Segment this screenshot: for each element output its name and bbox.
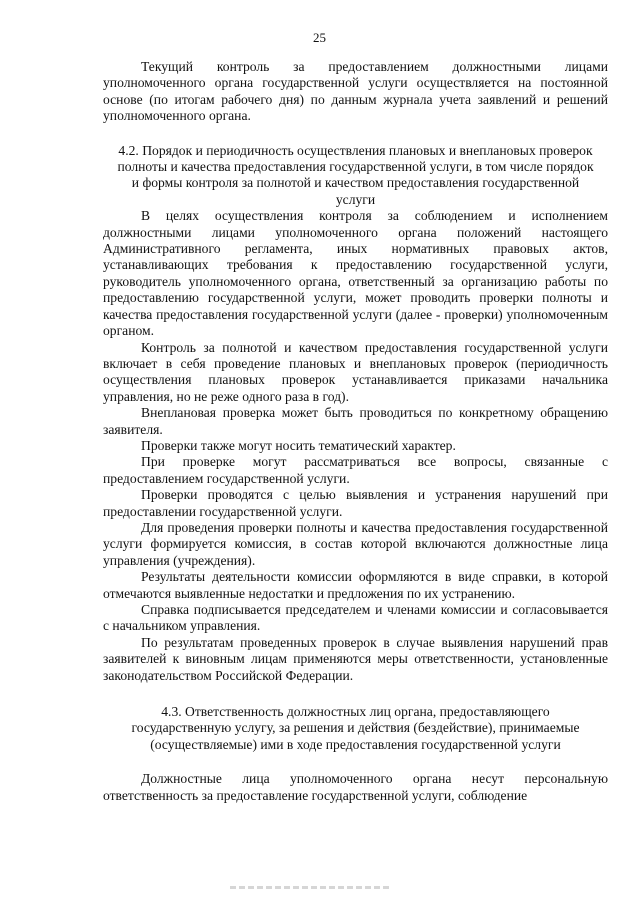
section-4-3-paragraph: Должностные лица уполномоченного органа несут персональную ответственность за предоставление государственной услуги, соблюдение <box>103 771 608 803</box>
section-4-3-heading: 4.3. Ответственность должностных лиц органа, предоставляющего государственную услугу, за решения и действия (бездействие), принимаемые (осуществляемые) ими в ходе предоставления государственной услуги <box>131 704 580 752</box>
section-4-2-paragraph: Для проведения проверки полноты и качества предоставления государственной услуги формируется комиссия, в состав которой включаются должностные лица управления (учреждения). <box>103 519 608 568</box>
intro-paragraph: Текущий контроль за предоставлением должностными лицами уполномоченного органа государственной услуги осуществляется на постоянной основе (по итогам рабочего дня) по данным журнала учета заявлений и решений уполномоченного органа. <box>103 59 608 124</box>
section-4-2-paragraph: Результаты деятельности комиссии оформляются в виде справки, в которой отмечаются выявленные недостатки и предложения по их устранению. <box>103 569 608 601</box>
page-content <box>103 59 608 804</box>
section-4-2-paragraph: Внеплановая проверка может быть проводиться по конкретному обращению заявителя. <box>103 405 608 437</box>
section-4-2-paragraph: Контроль за полнотой и качеством предоставления государственной услуги включает в себя проведение плановых и внеплановых проверок (периодичность осуществления плановых проверок устанавливается приказами начальника управления, но не реже одного раза в год). <box>103 339 608 404</box>
page-number: 25 <box>313 30 326 45</box>
scan-artifact <box>230 886 390 889</box>
section-4-2-heading: 4.2. Порядок и периодичность осуществления плановых и внеплановых проверок полноты и качества предоставления государственной услуги, в том числе порядок и формы контроля за полнотой и качеством предоставления государственной услуги <box>117 142 594 207</box>
section-4-2-paragraph: По результатам проведенных проверок в случае выявления нарушений прав заявителей к виновным лицам применяются меры ответственности, установленные законодательством Российской Федерации. <box>103 634 608 683</box>
section-4-2-paragraph: Справка подписывается председателем и членами комиссии и согласовывается с начальником управления. <box>103 602 608 634</box>
section-4-2-paragraph: Проверки также могут носить тематический характер. <box>141 437 456 453</box>
section-4-2-paragraph: Проверки проводятся с целью выявления и устранения нарушений при предоставлении государственной услуги. <box>103 487 608 519</box>
section-4-2-paragraph: В целях осуществления контроля за соблюдением и исполнением должностными лицами уполномоченного органа положений настоящего Административного регламента, иных нормативных правовых актов, устанавливающих требования к предоставлению государственной услуги, руководитель уполномоченного органа, ответственный за организацию работы по предоставлению государственной услуги, может проводить проверки полноты и качества предоставления государственной услуги (далее - проверки) уполномоченным органом. <box>103 208 608 339</box>
section-4-2-paragraph: При проверке могут рассматриваться все вопросы, связанные с предоставлением государственной услуги. <box>103 454 608 486</box>
